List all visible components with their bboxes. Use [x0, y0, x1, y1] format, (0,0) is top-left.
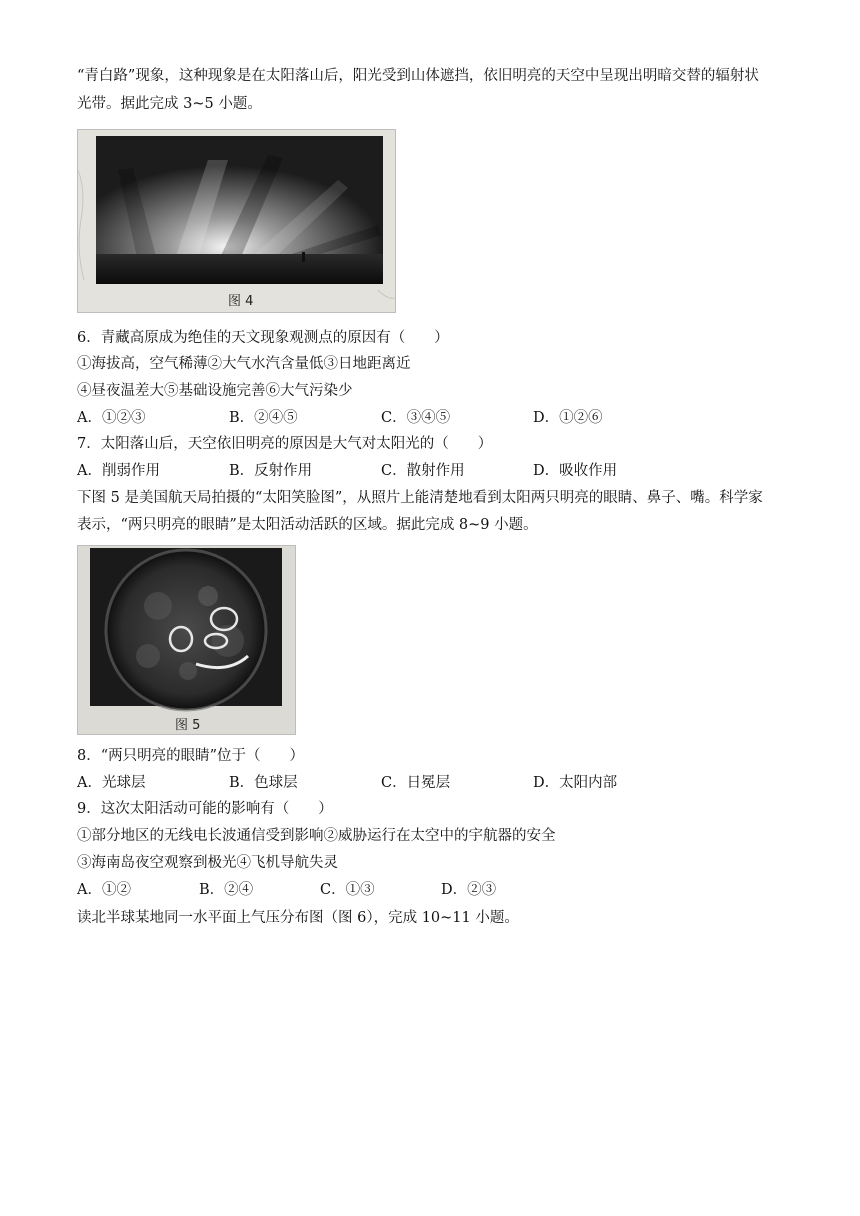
question-7-stem: 7．太阳落山后，天空依旧明亮的原因是大气对太阳光的（ ）: [77, 436, 493, 452]
figure-4-image: [78, 130, 395, 312]
question-6-option-b: B．②④⑤: [229, 410, 298, 426]
question-9-stem: 9．这次太阳活动可能的影响有（ ）: [77, 801, 333, 817]
figure-4-caption: 图 4: [228, 294, 254, 309]
question-8-stem: 8．“两只明亮的眼睛”位于（ ）: [77, 748, 305, 764]
question-8-option-c: C．日冕层: [381, 775, 451, 791]
intro-2-text-line-2: 表示，“两只明亮的眼睛”是太阳活动活跃的区域。据此完成 8~9 小题。: [77, 517, 538, 533]
question-6-option-a: A．①②③: [77, 410, 146, 426]
intro-3-text-line-1: 读北半球某地同一水平面上气压分布图（图 6），完成 10~11 小题。: [77, 910, 519, 926]
question-7-option-d: D．吸收作用: [533, 463, 618, 479]
figure-4-photo: [77, 129, 396, 313]
question-8-option-a: A．光球层: [77, 775, 146, 791]
question-6-statement-line-1: ①海拔高，空气稀薄②大气水汽含量低③日地距离近: [77, 356, 411, 372]
question-7-option-b: B．反射作用: [229, 463, 313, 479]
question-9-option-b: B．②④: [199, 882, 254, 898]
question-9-option-c: C．①③: [320, 882, 375, 898]
question-9-statement-line-1: ①部分地区的无线电长波通信受到影响②威胁运行在太空中的宇航器的安全: [77, 828, 556, 844]
figure-5-caption: 图 5: [175, 718, 201, 733]
intro-text-line-1: “青白路”现象，这种现象是在太阳落山后，阳光受到山体遮挡，依旧明亮的天空中呈现出明暗交替的辐射状: [77, 68, 759, 84]
question-7-option-c: C．散射作用: [381, 463, 465, 479]
question-9-option-a: A．①②: [77, 882, 131, 898]
question-6-option-c: C．③④⑤: [381, 410, 451, 426]
question-8-option-b: B．色球层: [229, 775, 298, 791]
question-6-option-d: D．①②⑥: [533, 410, 603, 426]
question-7-option-a: A．削弱作用: [77, 463, 160, 479]
intro-text-line-2: 光带。据此完成 3~5 小题。: [77, 96, 262, 112]
question-6-stem: 6．青藏高原成为绝佳的天文现象观测点的原因有（ ）: [77, 330, 449, 346]
figure-5-image: [78, 546, 295, 734]
question-9-statement-line-2: ③海南岛夜空观察到极光④飞机导航失灵: [77, 855, 338, 871]
question-9-option-d: D．②③: [441, 882, 497, 898]
question-8-option-d: D．太阳内部: [533, 775, 618, 791]
figure-5-photo: [77, 545, 296, 735]
intro-2-text-line-1: 下图 5 是美国航天局拍摄的“太阳笑脸图”，从照片上能清楚地看到太阳两只明亮的眼睛、鼻子、嘴。科学家: [77, 490, 763, 506]
question-6-statement-line-2: ④昼夜温差大⑤基础设施完善⑥大气污染少: [77, 383, 353, 399]
